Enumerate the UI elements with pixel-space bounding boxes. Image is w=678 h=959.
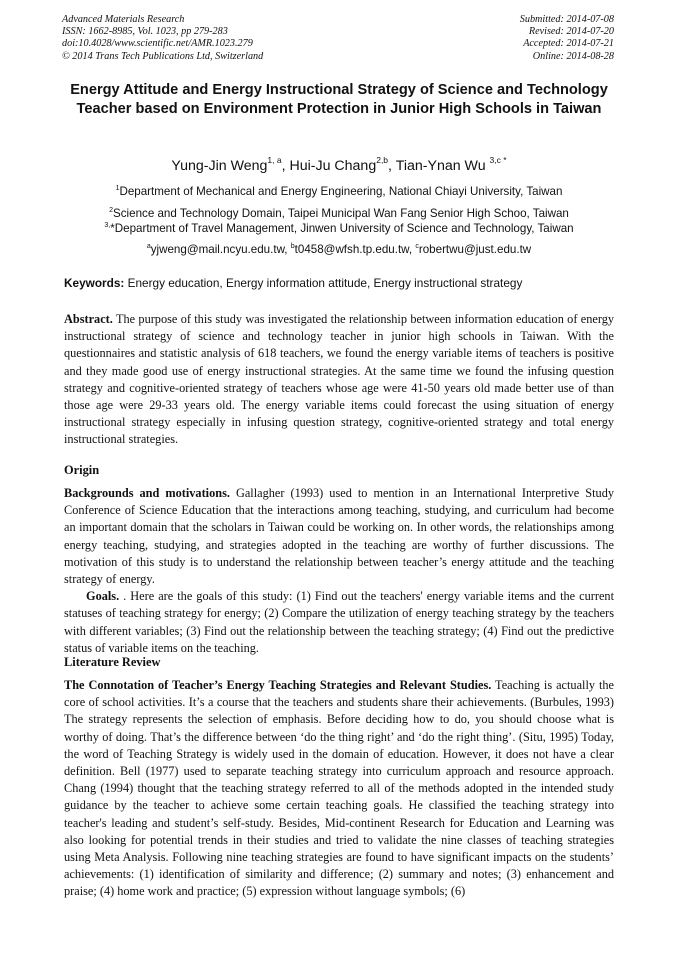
goals-label: Goals. (86, 589, 120, 604)
email-mark: b (290, 243, 295, 250)
affiliation-text: Department of Mechanical and Energy Engineering, National Chiayi University, Taiwan (119, 185, 563, 198)
email-mark: a (146, 243, 151, 250)
accepted-date: Accepted: 2014-07-21 (523, 38, 614, 50)
keywords-text: Energy education, Energy information attitude, Energy instructional strategy (124, 276, 523, 290)
issn-line: ISSN: 1662-8985, Vol. 1023, pp 279-283 (62, 26, 228, 38)
literature-paragraph (64, 677, 614, 901)
abstract-label: Abstract. (64, 312, 113, 326)
literature-section (64, 677, 614, 901)
submitted-date: Submitted: 2014-07-08 (519, 14, 614, 25)
background-label: Backgrounds and motivations. (64, 486, 230, 500)
literature-subheading: The Connotation of Teacher’s Energy Teaching Strategies and Relevant Studies. (64, 678, 492, 692)
goals-paragraph (64, 588, 614, 657)
affiliation-mark: 1 (115, 185, 120, 192)
doi-line: doi:10.4028/www.scientific.net/AMR.1023.279 (62, 38, 253, 50)
affiliation-mark: 3, (104, 222, 111, 229)
copyright-line: © 2014 Trans Tech Publications Ltd, Switzerland (62, 50, 264, 62)
email-link[interactable]: t0458@wfsh.tp.edu.tw, (294, 243, 416, 256)
author-affil-mark: 2,b (376, 155, 389, 165)
background-paragraph (64, 485, 614, 588)
paper-title: Energy Attitude and Energy Instructional Strategy of Science and Technology Teacher based on Environment Protection in Junior High Schools in Taiwan (70, 82, 608, 117)
affiliation-1 (60, 182, 618, 199)
online-date: Online: 2014-08-28 (532, 50, 614, 62)
background-text: Gallagher (1993) used to mention in an International Interpretive Study Conference of Science Education that the interactions among teaching, studying, and curriculum had become an important domain that the scholars in Taiwan could be working on. In other words, the relationships among energy teaching, studying, and strategies adopted in the teaching are worthy of further discussions. The motivation of this study is to understand the relationship between teacher’s energy attitude and the teaching strategy of energy. (64, 486, 614, 587)
keywords-label: Keywords: (64, 276, 125, 290)
author-affil-mark: 1, a (267, 155, 282, 165)
journal-info (62, 14, 263, 63)
affiliation-3 (60, 219, 618, 236)
affiliation-mark: 2 (109, 207, 114, 214)
author-name: Yung-Jin Weng (171, 158, 268, 174)
section-heading-origin: Origin (64, 463, 100, 477)
abstract (64, 311, 614, 449)
origin-section (64, 485, 614, 657)
keywords (64, 276, 522, 290)
literature-text: Teaching is actually the core of school activities. It’s a course that the teachers and students share their achievements. (Burbules, 1993) The strategy represents the selection of emphasis. Before deciding how to do, you should choose what is worthy of doing. That’s the difference between ‘do the thing right’ and ‘do the right thing’. (Situ, 1995) Today, the word of Teaching Strategy is widely used in the domain of education. However, it does not have a clear definition. Bell (1977) used to separate teaching strategy into curriculum approach and resource approach. Chang (1994) thought that the teaching strategy referred to all of the methods adopted in the intended study guidance by the teacher to achieve some certain teaching goals. He classified the teaching strategy into teacher's leading and student’s self-study. Besides, Mid-continent Research for Education and Learning was also looking for potential trends in their studies and tried to validate the nine classes of teaching strategies using Meta Analysis. Following nine teaching strategies are found to have significant impacts on the students’ achievements: (1) identification of similarity and difference; (2) summary and notes; (3) enhancement and praise; (4) home work and practice; (5) expression without language symbols; (6) (64, 678, 614, 899)
author-affil-mark: 3,c * (489, 155, 507, 165)
affiliation-text: Science and Technology Domain, Taipei Municipal Wan Fang Senior High Schoo, Taiwan (113, 207, 569, 220)
revised-date: Revised: 2014-07-20 (528, 26, 614, 38)
email-mark: c (415, 243, 419, 250)
author-line: Yung-Jin Weng$^{1, a}$, Hui-Ju Chang$^{2,b}$, Tian-Ynan Wu $^{3,c *}$ (171, 155, 507, 174)
abstract-text: The purpose of this study was investigated the relationship between information education of energy instructional strategy of science and technology teacher in junior high schools in Taiwan. With the questionnaires and statistic analysis of 618 teachers, we found the energy variable items of teachers is positive and they made good use of energy instructional strategies. At the same time we found the infusing question strategy and cognitive-oriented strategy of teachers whose age were 41-50 years old made better use of than those age were 29-33 years old. The energy variable items could forecast the using situation of energy instructional strategy especially in infusing question strategy, cognitive-oriented strategy and total energy instructional strategies. (64, 312, 614, 447)
email-link[interactable]: yjweng@mail.ncyu.edu.tw, (150, 243, 291, 256)
journal-name: Advanced Materials Research (62, 14, 185, 25)
author-emails (60, 240, 618, 257)
author-name: Hui-Ju Chang (289, 158, 377, 174)
affiliation-text: *Department of Travel Management, Jinwen University of Science and Technology, Taiwan (110, 222, 574, 235)
submission-dates (520, 14, 614, 63)
author-name: Tian-Ynan Wu (395, 158, 486, 174)
section-heading-literature: Literature Review (64, 655, 161, 669)
goals-text: . Here are the goals of this study: (1) Find out the teachers' energy variable items and the current statuses of teaching strategy for energy; (2) Compare the utilization of energy teaching strategy by the teachers with different variables; (3) Find out the relationship between the teaching strategy; (4) Find out the predictive status of variable items on the teaching. (64, 589, 614, 655)
email-link[interactable]: robertwu@just.edu.tw (418, 243, 532, 256)
